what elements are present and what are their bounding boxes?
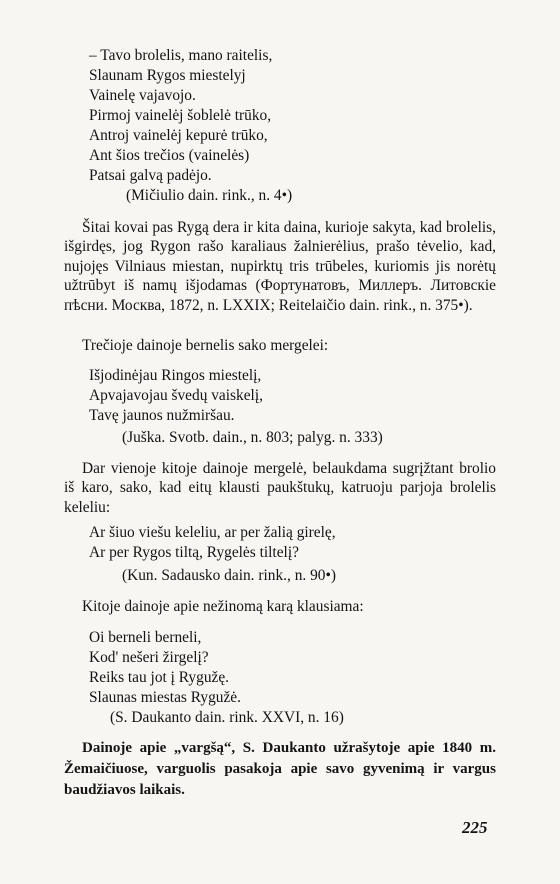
verse-line: Išjodinėjau Ringos miestelį, (89, 367, 262, 384)
paragraph-1: Šitai kovai pas Rygą dera ir kita daina, kurioje sakyta, kad brolelis, išgirdęs, jog Rygon rašo karaliaus žalnierėlius, prašo tėvelio, kad, nujojęs Vilniaus miestan, nupirktų tris trūbeles, kuriomis jis norėtų užtrūbyt iš namų išjodamas (Фортунатовъ, Миллеръ. Литовскіе пѣсни. Москва, 1872, n. LXXIX; Reitelaičio dain. rink., n. 375•). (64, 219, 496, 314)
verse-line: Tavę jaunos nužmiršau. (89, 407, 235, 424)
paragraph-3: Dar vienoje kitoje dainoje mergelė, belaukdama sugrįžtant brolio iš karo, sako, kad eitų klausti paukštukų, katruoju parjoja brolelis keleliu: (64, 460, 496, 516)
verse-line: Antroj vainelėj kepurė trūko, (89, 127, 268, 144)
verse-line: Oi berneli berneli, (89, 629, 202, 646)
verse-line: – Tavo brolelis, mano raitelis, (89, 47, 273, 64)
song-source: (Kun. Sadausko dain. rink., n. 90•) (122, 567, 336, 584)
paragraph-4: Kitoje dainoje apie nežinomą karą klausiama: (82, 598, 364, 615)
verse-line: Ar šiuo viešu keleliu, ar per žalią girelę, (89, 524, 336, 541)
verse-line: Pirmoj vainelėj šoblelė trūko, (89, 107, 272, 124)
song-source: (Juška. Svotb. dain., n. 803; palyg. n. 333) (122, 429, 383, 446)
verse-line: Slaunam Rygos miestelyj (89, 67, 246, 84)
page-number: 225 (462, 818, 488, 837)
verse-line: Ant šios trečios (vainelės) (89, 147, 250, 164)
verse-line: Apvajavojau švedų vaiskelį, (89, 387, 263, 404)
verse-line: Patsai galvą padėjo. (89, 167, 212, 184)
verse-line: Vainelę vajavojo. (89, 87, 196, 104)
song-source: (S. Daukanto dain. rink. XXVI, n. 16) (110, 709, 344, 726)
verse-line: Ar per Rygos tiltą, Rygelės tiltelį? (89, 544, 299, 561)
verse-line: Kod' nešeri žirgelį? (89, 649, 209, 666)
paragraph-5: Dainoje apie „vargšą“, S. Daukanto užrašytoje apie 1840 m. Žemaičiuose, varguolis pasakoja apie savo gyvenimą ir vargus baudžiavos laikais. (64, 740, 496, 798)
verse-line: Slaunas miestas Rygužė. (89, 689, 241, 706)
verse-line: Reiks tau jot į Rygužę. (89, 669, 230, 686)
paragraph-2: Trečioje dainoje bernelis sako mergelei: (82, 337, 329, 354)
song-source: (Mičiulio dain. rink., n. 4•) (126, 187, 293, 204)
